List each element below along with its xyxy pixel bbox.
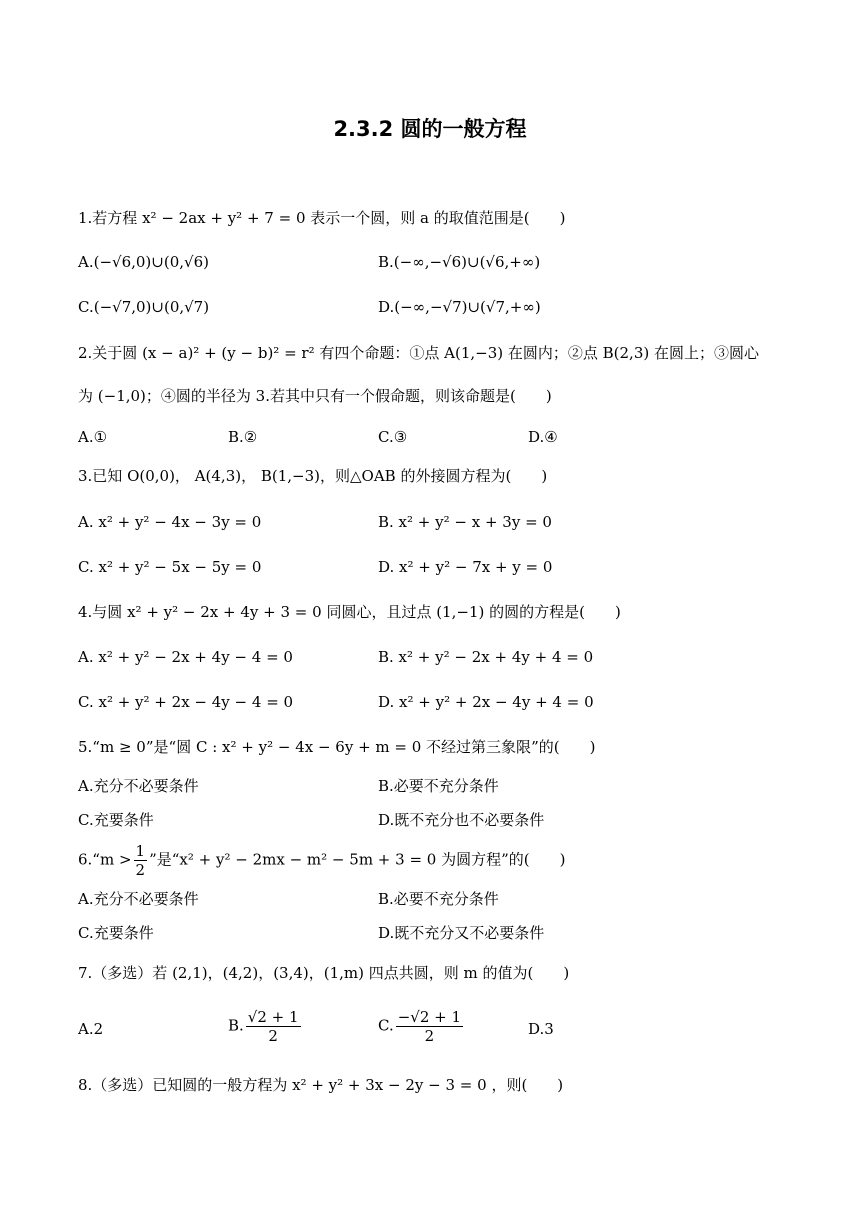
- question-2-stem-line1: 2.关于圆 (x − a)² + (y − b)² = r² 有四个命题：①点 A(1,−3) 在圆内；②点 B(2,3) 在圆上；③圆心: [78, 344, 759, 362]
- question-4-option-b: B. x² + y² − 2x + 4y + 4 = 0: [378, 648, 594, 666]
- question-3-option-a: A. x² + y² − 4x − 3y = 0: [78, 513, 262, 531]
- question-6-fraction-num: 1: [135, 842, 146, 860]
- question-4-option-a: A. x² + y² − 2x + 4y − 4 = 0: [78, 648, 293, 666]
- question-5-option-d: D.既不充分也不必要条件: [378, 811, 545, 829]
- question-5-stem: 5.“m ≥ 0”是“圆 C : x² + y² − 4x − 6y + m = 0 不经过第三象限”的( ): [78, 738, 596, 756]
- question-7-option-c: [378, 1008, 465, 1045]
- question-2-option-c: C.③: [378, 428, 408, 446]
- question-7-option-b-label: B.: [228, 1016, 244, 1035]
- question-7-option-c-den: 2: [424, 1027, 435, 1045]
- question-1-option-d: D.(−∞,−√7)∪(√7,+∞): [378, 298, 541, 316]
- question-2-stem-line2: 为 (−1,0)；④圆的半径为 3.若其中只有一个假命题，则该命题是( ): [78, 387, 552, 405]
- question-6-fraction: [134, 842, 148, 879]
- question-7-option-a: A.2: [78, 1020, 104, 1038]
- question-6-fraction-den: 2: [135, 861, 146, 879]
- question-6-option-b: B.必要不充分条件: [378, 890, 499, 908]
- question-4-stem: 4.与圆 x² + y² − 2x + 4y + 3 = 0 同圆心，且过点 (1,−1) 的圆的方程是( ): [78, 603, 621, 621]
- question-4-option-c: C. x² + y² + 2x − 4y − 4 = 0: [78, 693, 294, 711]
- question-2-option-b: B.②: [228, 428, 258, 446]
- question-3-option-d: D. x² + y² − 7x + y = 0: [378, 558, 553, 576]
- question-7-option-b-fraction: [246, 1008, 301, 1045]
- page-title: 2.3.2 圆的一般方程: [333, 117, 527, 141]
- question-7-option-b: [228, 1008, 303, 1045]
- question-3-option-b: B. x² + y² − x + 3y = 0: [378, 513, 552, 531]
- question-6-option-a: A.充分不必要条件: [78, 890, 199, 908]
- question-6-option-c: C.充要条件: [78, 924, 154, 942]
- question-6-stem-post: ”是“x² + y² − 2mx − m² − 5m + 3 = 0 为圆方程”的( ): [149, 850, 566, 869]
- question-6-stem: [78, 842, 565, 879]
- question-3-stem: 3.已知 O(0,0)， A(4,3)， B(1,−3)，则△OAB 的外接圆方程为( ): [78, 467, 548, 485]
- question-1-option-a: A.(−√6,0)∪(0,√6): [78, 253, 209, 271]
- question-6-stem-pre: 6.“m >: [78, 850, 132, 869]
- question-1-stem: 1.若方程 x² − 2ax + y² + 7 = 0 表示一个圆，则 a 的取值范围是( ): [78, 209, 566, 227]
- question-7-option-d: D.3: [528, 1020, 554, 1038]
- question-6-option-d: D.既不充分又不必要条件: [378, 924, 545, 942]
- question-4-option-d: D. x² + y² + 2x − 4y + 4 = 0: [378, 693, 594, 711]
- question-5-option-a: A.充分不必要条件: [78, 777, 199, 795]
- question-5-option-b: B.必要不充分条件: [378, 777, 499, 795]
- question-7-option-c-label: C.: [378, 1016, 394, 1035]
- question-7-stem: 7.（多选）若 (2,1)，(4,2)，(3,4)，(1,m) 四点共圆，则 m 的值为( ): [78, 964, 570, 982]
- question-1-option-c: C.(−√7,0)∪(0,√7): [78, 298, 210, 316]
- question-3-option-c: C. x² + y² − 5x − 5y = 0: [78, 558, 262, 576]
- question-8-stem: 8.（多选）已知圆的一般方程为 x² + y² + 3x − 2y − 3 = 0 ，则( ): [78, 1076, 564, 1094]
- question-5-option-c: C.充要条件: [78, 811, 154, 829]
- question-2-option-a: A.①: [78, 428, 108, 446]
- question-7-option-c-num: −√2 + 1: [397, 1008, 462, 1026]
- question-7-option-c-fraction: [396, 1008, 463, 1045]
- question-1-option-b: B.(−∞,−√6)∪(√6,+∞): [378, 253, 541, 271]
- question-7-option-b-num: √2 + 1: [247, 1008, 299, 1026]
- question-7-option-b-den: 2: [268, 1027, 278, 1045]
- question-2-option-d: D.④: [528, 428, 558, 446]
